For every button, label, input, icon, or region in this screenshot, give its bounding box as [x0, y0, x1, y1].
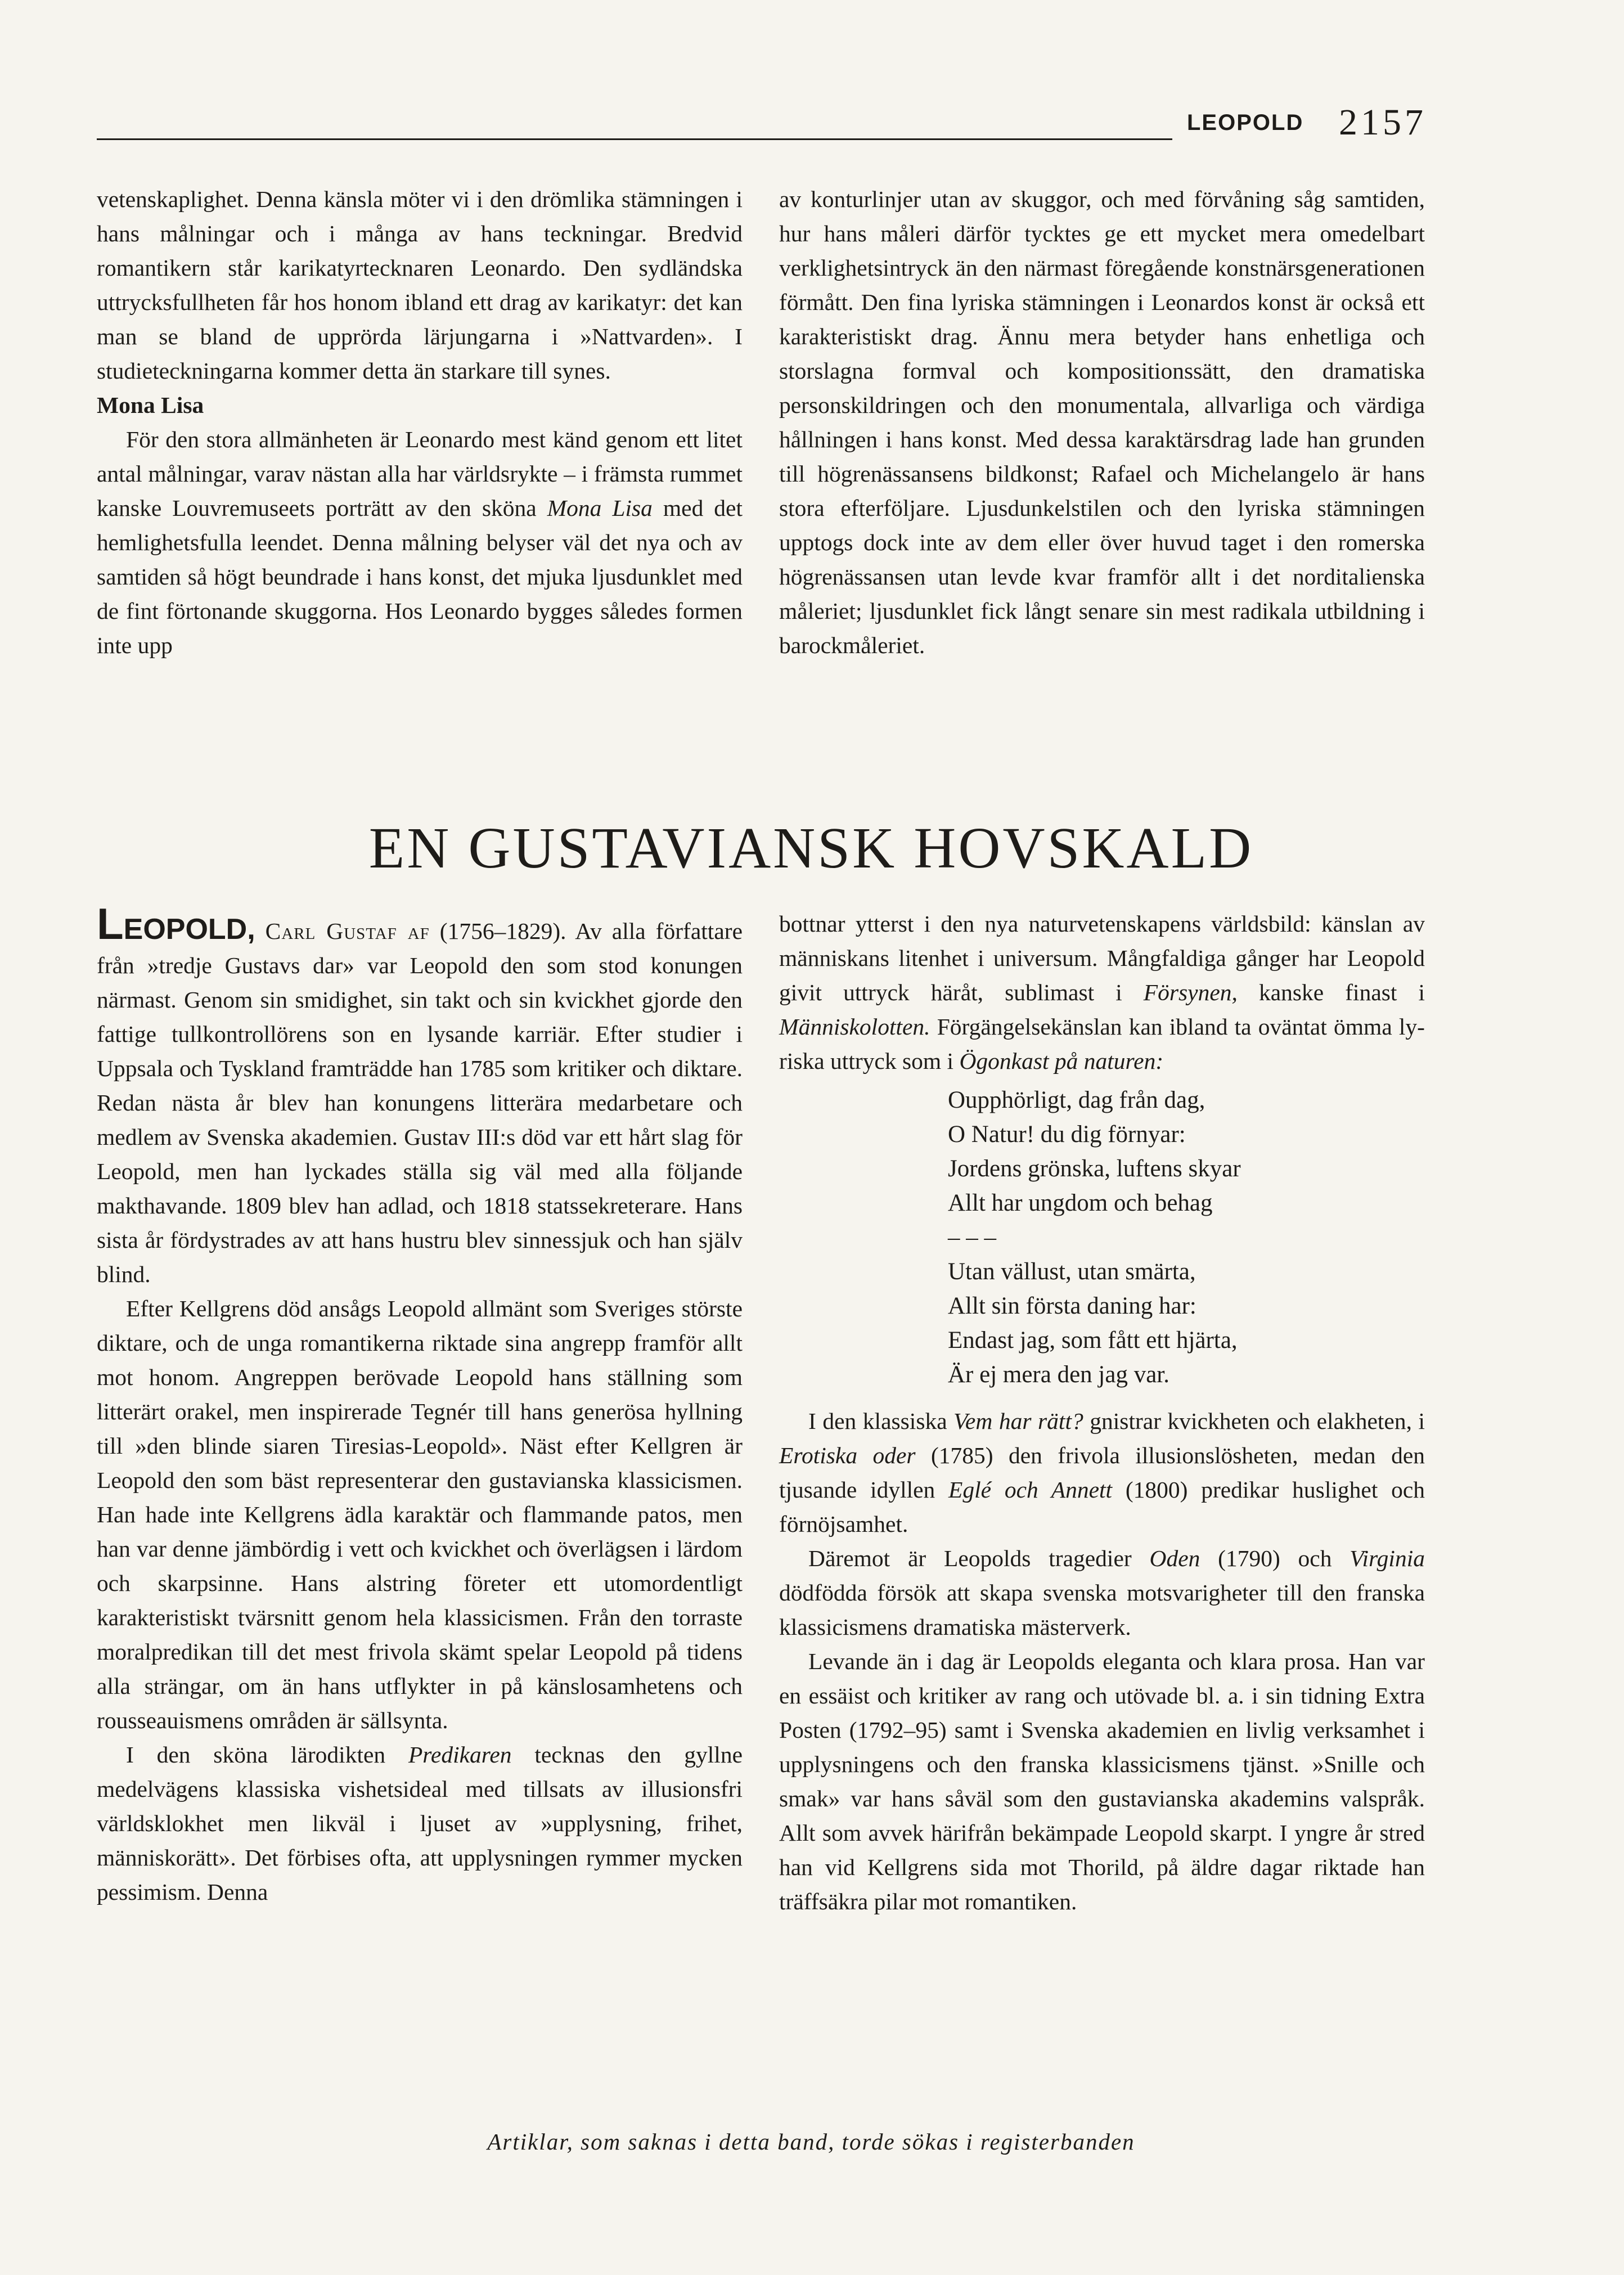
mona-lisa-paragraph — [97, 422, 743, 663]
text-run: dödfödda försök att skapa svenska motsvarigheter till den franska klassicismens dramatiska mästerverk. — [779, 1580, 1425, 1640]
work-title: Oden — [1149, 1545, 1200, 1571]
subheading-mona-lisa: Mona Lisa — [97, 392, 204, 418]
poem-line: Är ej mera den jag var. — [948, 1361, 1169, 1388]
text-run: med det hemlighetsfulla leendet. Denna målning belyser väl det nya och av samtiden så högt beundrade i hans konst, det mjuka ljusdunklet med de fint förtonande skuggorna. Hos Leonardo bygges således formen inte upp — [97, 495, 743, 658]
lead-initial: L — [97, 899, 124, 948]
text-run: (1785) den frivola illusionslösheten, medan den tjusande idyllen — [779, 1442, 1425, 1503]
paragraph-prose: Levande än i dag är Leopolds eleganta och klara prosa. Han var en essäist och kritiker av rang och utövade bl. a. i sin tidning Extra Posten (1792–95) samt i Svenska akademien en livlig verksamhet i upplysningens och den franska klassicismens tjänst. »Snille och smak» var hans såväl som den gustavianska akademins valspråk. Allt som avvek härifrån bekämpade Leopold skarpt. I yngre år stred han vid Kellgrens sida mot Thorild, på äldre dagar riktade han träffsäkra pilar mot romantiken. — [779, 1648, 1425, 1914]
lead-name — [97, 899, 255, 948]
work-title: Erotiska oder — [779, 1442, 916, 1468]
work-title: Ögonkast på naturen: — [959, 1048, 1164, 1074]
text-run: (1800) predikar huslighet och förnöjsamhet. — [779, 1477, 1425, 1537]
work-title: Mona Lisa — [547, 495, 653, 521]
poem-quote — [948, 1083, 1425, 1392]
work-title: Predikaren — [408, 1742, 512, 1768]
page-number: 2157 — [1339, 102, 1427, 143]
lead-dates: (1756–1829). — [429, 918, 575, 944]
header-rule — [97, 138, 1172, 140]
lead-given-names: Carl Gustaf af — [265, 918, 430, 944]
work-title: Virginia — [1349, 1545, 1425, 1571]
paragraph-vem-har-ratt — [779, 1404, 1425, 1541]
paragraph-predikaren — [97, 1738, 743, 1909]
paragraph-natural-science — [779, 907, 1425, 1078]
prev-article-left-column — [97, 182, 743, 663]
text-run: tecknas den gyllne medelvägens klassiska vishetsideal med tillsats av illusionsfri världsklokhet men likväl i ljuset av »upplysning, frihet, människorätt». Det förbises ofta, att upplysningen rymmer mycken pessimism. Denna — [97, 1742, 743, 1905]
poem-line: Oupphörligt, dag från dag, — [948, 1087, 1205, 1113]
prev-article-right-paragraph: av konturlinjer utan av skuggor, och med förvåning såg samtiden, hur hans måleri därför tycktes ge ett mycket mera omedelbart verklighetsintryck än den närmast föregående konstnärsgenerationen förmått. Den fina lyriska stämningen i Leonardos konst är också ett karakteristiskt drag. Ännu mera betyder hans enhetliga och storslagna formval och kompositionssätt, den dramatiska personskildringen och den monumentala, allvarliga och värdiga hållningen i hans konst. Med dessa karaktärsdrag lade han grunden till högrenässansens bildkonst; Rafael och Michelangelo är hans stora efterföljare. Ljusdunkelstilen och den lyriska stämningen upptogs dock inte av dem eller över huvud taget i den romerska högrenässansen utan levde kvar framför allt i det norditalienska måleriet; ljusdunklet fick långt senare sin mest radikala utbildning i barockmåleriet. — [779, 186, 1425, 658]
work-title: Vem har rätt? — [953, 1408, 1083, 1434]
work-title: Människolotten. — [779, 1014, 930, 1040]
lead-surname: EOPOLD, — [123, 913, 255, 946]
poem-line: Allt sin första daning har: — [948, 1293, 1196, 1319]
poem-line: O Natur! du dig förnyar: — [948, 1121, 1186, 1148]
paragraph-tragedies — [779, 1541, 1425, 1644]
lead-paragraph — [97, 899, 743, 1292]
footer-note: Artiklar, som saknas i detta band, torde sökas i registerbanden — [487, 2129, 1135, 2155]
running-head: LEOPOLD — [1187, 110, 1304, 135]
text-run: Däremot är Leopolds tragedier — [808, 1545, 1150, 1571]
text-run: kanske finast i — [1237, 979, 1425, 1005]
leopold-right-column — [779, 907, 1425, 1919]
text-run: För den stora allmänheten är Leonardo mest känd genom ett litet antal målningar, varav nästan alla har världsrykte – i främsta rummet kanske Louvremuseets porträtt av den sköna — [97, 426, 743, 521]
article-title: EN GUSTAVIANSK HOVSKALD — [368, 816, 1254, 880]
text-run: I den klassiska — [808, 1408, 954, 1434]
text-run: gnistrar kvickheten och elakheten, i — [1083, 1408, 1425, 1434]
poem-line: Jordens grönska, luftens skyar — [948, 1156, 1241, 1182]
poem-ellipsis: – – – — [948, 1224, 996, 1251]
paragraph-kellgren: Efter Kellgrens död ansågs Leopold allmänt som Sveriges störste diktare, och de unga romantikerna riktade sina angrepp framför allt mot honom. Angreppen berövade Leopold hans ställning som litterärt orakel, men inspirerade Tegnér till hans generösa hyllning till »den blinde siaren Tiresias-Leopold». Näst efter Kellgren är Leopold den som bäst representerar den gustavianska klassicismen. Han hade inte Kellgrens ädla karaktär och flammande patos, men han var denne jämbördig i vett och kvickhet och överlägsen i lärdom och skarpsinne. Hans alstring företer ett utomordentligt karakteristiskt tvärsnitt genom hela klassicismen. Från den torraste moralpredikan till det mest frivola skämt spelar Leopold på tidens alla strängar, om än hans utflykter in på känslosamhetens och rousseauismens områden är sällsynta. — [97, 1296, 743, 1733]
text-run: I den sköna lärodikten — [126, 1742, 408, 1768]
text-run: Förgängelsekänslan kan ibland ta oväntat ömma lyriska uttryck som i — [779, 1014, 1425, 1074]
poem-line: Utan vällust, utan smärta, — [948, 1258, 1196, 1285]
text-run: (1790) och — [1200, 1545, 1350, 1571]
work-title: Försynen, — [1143, 979, 1238, 1005]
prev-article-right-column — [779, 182, 1425, 663]
prev-article-paragraph: vetenskaplighet. Denna känsla möter vi i den drömlika stämningen i hans målningar och i många av hans teckningar. Bredvid romantikern står karikatyrtecknaren Leonardo. Den sydländska uttrycksfullheten får hos honom ibland ett drag av karikatyr: det kan man se bland de upprörda lärjungarna i »Nattvarden». I studieteckningarna kommer detta än starkare till synes. — [97, 186, 743, 384]
poem-line: Allt har ungdom och behag — [948, 1190, 1213, 1216]
work-title: Eglé och Annett — [948, 1477, 1113, 1503]
text-run: Av alla författare från »tredje Gustavs dar» var Leopold den som stod konungen närmast. Genom sin smidighet, sin takt och sin kvickhet gjorde den fattige tullkontrollörens son en lysande karriär. Efter studier i Uppsala och Tyskland framträdde han 1785 som kritiker och diktare. Redan nästa år blev han konungens litterära medarbetare och medlem av Svenska akademien. Gustav III:s död var ett hårt slag för Leopold, men han lyckades ställa sig väl med alla följande makthavande. 1809 blev han adlad, och 1818 statssekreterare. Hans sista år fördystrades av att hans hustru blev sinnessjuk och han själv blind. — [97, 918, 743, 1287]
leopold-left-column — [97, 899, 743, 1909]
poem-line: Endast jag, som fått ett hjärta, — [948, 1327, 1238, 1354]
text-run: bottnar ytterst i den nya naturvetenskapens världsbild: känslan av människans litenhet i universum. Mångfaldiga gånger har Leopold givit uttryck häråt, sublimast i — [779, 911, 1425, 1005]
